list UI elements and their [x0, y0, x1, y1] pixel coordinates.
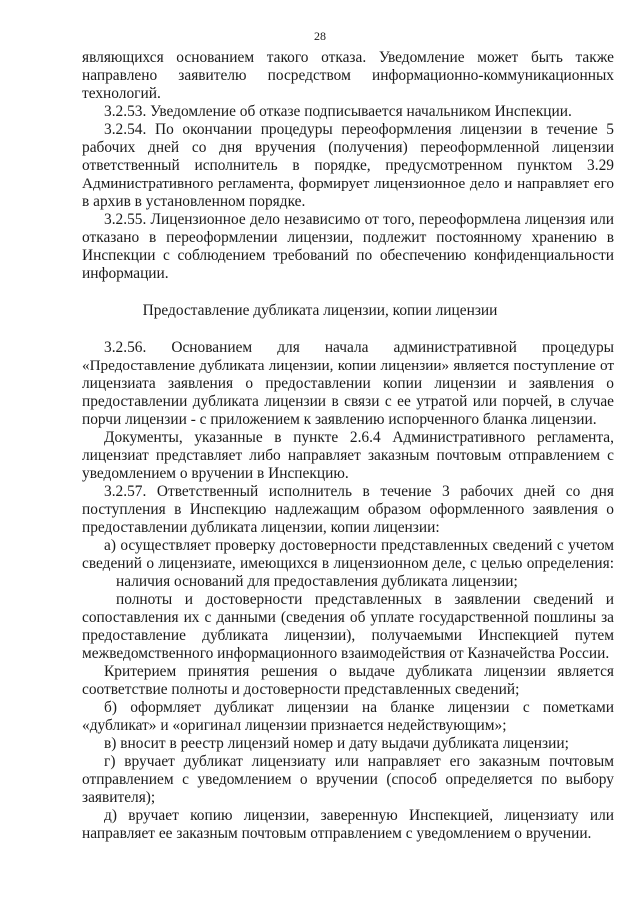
text-line: межведомственного информационного взаимодействия от Казначейства России.	[82, 645, 610, 662]
text-line: Инспекции с соблюдением требований по обеспечению конфиденциальности	[82, 247, 614, 264]
text-line: технологий.	[82, 85, 161, 102]
text-line: сопоставления их с данными (сведения об уплате государственной пошлины за	[82, 609, 614, 626]
text-line: сведений о лицензиате, имеющихся в лицензионном деле, с целью определения:	[82, 555, 614, 572]
text-line: направлено заявителю посредством информационно-коммуникационных	[82, 67, 614, 84]
text-line: порчи лицензии - с приложением к заявлению испорченного бланка лицензии.	[82, 411, 597, 428]
text-line: в) вносит в реестр лицензий номер и дату выдачи дубликата лицензии;	[104, 735, 569, 752]
text-line: 3.2.55. Лицензионное дело независимо от того, переоформлена лицензия или	[104, 211, 614, 228]
section-heading: Предоставление дубликата лицензии, копии лицензии	[142, 302, 498, 319]
text-line: д) вручает копию лицензии, заверенную Инспекцией, лицензиату или	[104, 807, 614, 824]
text-line: Административного регламента, формирует лицензионное дело и направляет его	[82, 175, 614, 192]
text-line: 3.2.54. По окончании процедуры переоформления лицензии в течение 5	[104, 121, 614, 138]
text-line: б) оформляет дубликат лицензии на бланке лицензии с пометками	[104, 699, 614, 716]
text-line: наличия оснований для предоставления дубликата лицензии;	[116, 573, 518, 590]
text-line: Критерием принятия решения о выдаче дубликата лицензии является	[104, 663, 614, 680]
text-line: информации.	[82, 265, 169, 282]
text-line: г) вручает дубликат лицензиату или направляет его заказным почтовым	[104, 753, 614, 770]
text-line: «дубликат» и «оригинал лицензии признается недействующим»;	[82, 717, 507, 734]
text-line: соответствие полноты и достоверности представленных сведений;	[82, 681, 520, 698]
text-line: предоставлении дубликата лицензии в связи с ее утратой или порчей, в случае	[82, 393, 614, 410]
text-line: полноты и достоверности представленных в заявлении сведений и	[116, 591, 614, 608]
text-line: рабочих дней со дня вручения (получения) переоформленной лицензии	[82, 139, 614, 156]
text-line: предоставлении дубликата лицензии, копии лицензии:	[82, 519, 440, 536]
text-line: «Предоставление дубликата лицензии, копии лицензии» является поступление от	[82, 357, 614, 374]
text-line: уведомлением о вручении в Инспекцию.	[82, 465, 349, 482]
text-line: являющихся основанием такого отказа. Уведомление может быть также	[82, 49, 614, 66]
text-line: 3.2.57. Ответственный исполнитель в течение 3 рабочих дней со дня	[104, 483, 614, 500]
text-line: направляет ее заказным почтовым отправлением с уведомлением о вручении.	[82, 825, 592, 842]
text-line: 3.2.56. Основанием для начала административной процедуры	[104, 339, 614, 356]
text-line: а) осуществляет проверку достоверности представленных сведений с учетом	[104, 537, 614, 554]
page-number: 28	[314, 29, 326, 43]
text-line: Документы, указанные в пункте 2.6.4 Административного регламента,	[104, 429, 614, 446]
text-line: заявителя);	[82, 789, 156, 806]
text-line: 3.2.53. Уведомление об отказе подписывается начальником Инспекции.	[104, 103, 572, 120]
text-line: отказано в переоформлении лицензии, подлежит постоянному хранению в	[82, 229, 614, 246]
text-line: в архив в установленном порядке.	[82, 193, 306, 210]
text-line: лицензиат представляет либо направляет заказным почтовым отправлением с	[82, 447, 614, 464]
text-line: ответственный исполнитель в порядке, предусмотренном пунктом 3.29	[82, 157, 614, 174]
text-line: поступления в Инспекцию надлежащим образом оформленного заявления о	[82, 501, 614, 518]
text-line: лицензиата заявления о предоставлении копии лицензии и заявления о	[82, 375, 614, 392]
text-line: предоставление дубликата лицензии), получаемыми Инспекцией путем	[82, 627, 614, 644]
text-line: отправлением с уведомлением о вручении (способ определяется по выбору	[82, 771, 614, 788]
